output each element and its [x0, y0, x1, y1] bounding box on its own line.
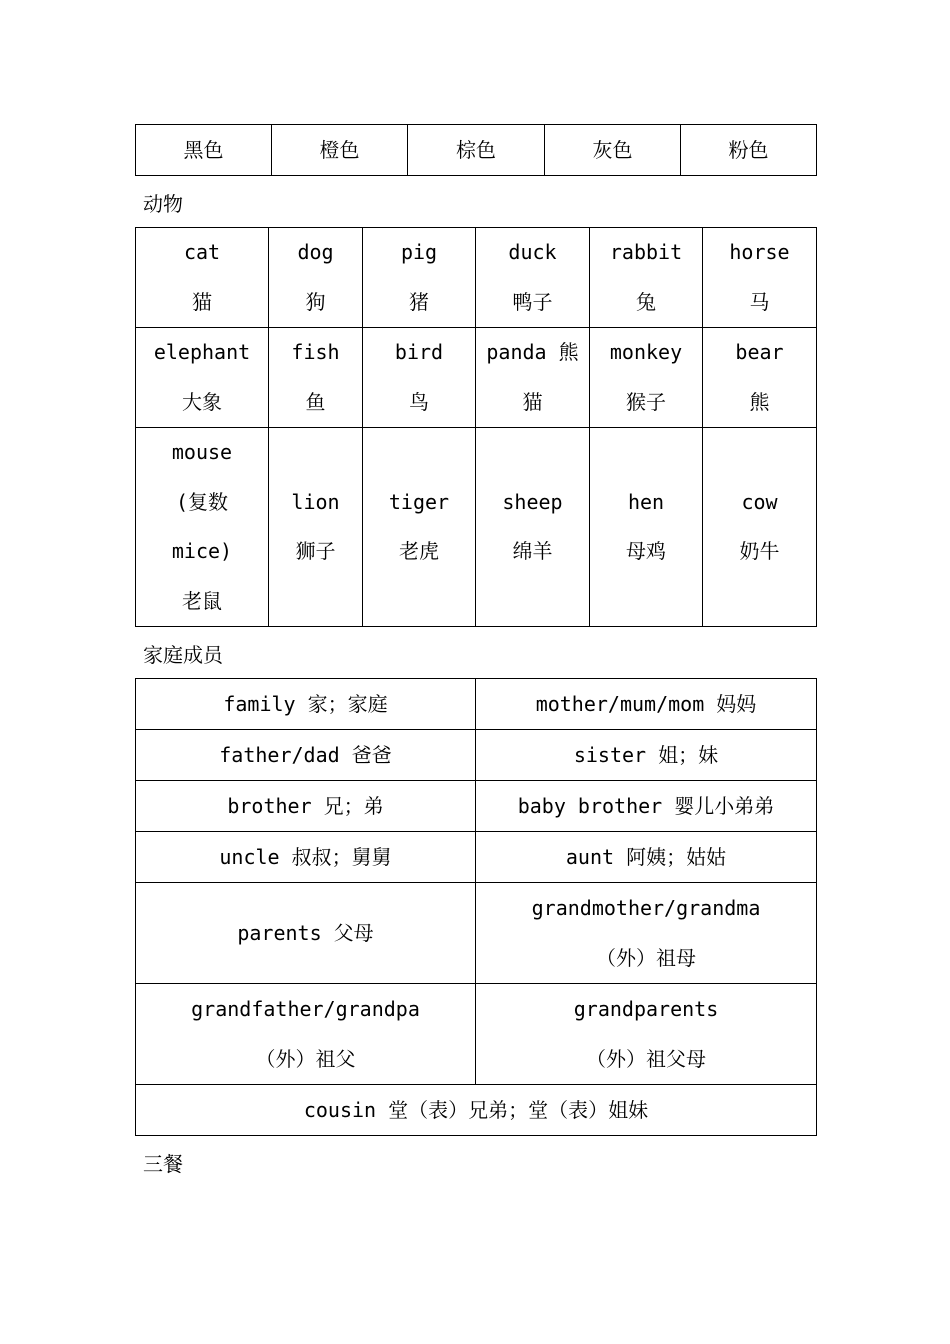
color-cell: 棕色 [408, 125, 545, 176]
family-row [136, 781, 817, 832]
animals-table [135, 227, 817, 627]
animal-cell: tiger 老虎 [363, 428, 476, 627]
family-cell: baby brother 婴儿小弟弟 [476, 781, 817, 832]
animal-cell: rabbit 兔 [590, 228, 703, 328]
animal-cell: bear 熊 [703, 328, 817, 428]
animals-row [136, 328, 817, 428]
family-cell: father/dad 爸爸 [136, 730, 476, 781]
family-table [135, 678, 817, 1136]
family-cell: uncle 叔叔；舅舅 [136, 832, 476, 883]
family-cell: family 家；家庭 [136, 679, 476, 730]
animal-cell: lion 狮子 [269, 428, 363, 627]
color-cell: 灰色 [545, 125, 681, 176]
family-cell: grandparents （外）祖父母 [476, 984, 817, 1085]
animal-cell: cow 奶牛 [703, 428, 817, 627]
animal-cell: cat 猫 [136, 228, 269, 328]
animals-heading: 动物 [143, 192, 183, 216]
family-row [136, 883, 817, 984]
family-row [136, 679, 817, 730]
animal-cell: horse 马 [703, 228, 817, 328]
color-cell: 橙色 [272, 125, 408, 176]
animal-cell: mouse (复数 mice) 老鼠 [136, 428, 269, 627]
family-row [136, 730, 817, 781]
animal-cell: panda 熊 猫 [476, 328, 590, 428]
family-cell: sister 姐；妹 [476, 730, 817, 781]
animal-cell: sheep 绵羊 [476, 428, 590, 627]
animal-cell: fish 鱼 [269, 328, 363, 428]
family-row [136, 832, 817, 883]
animal-cell: elephant 大象 [136, 328, 269, 428]
animal-cell: monkey 猴子 [590, 328, 703, 428]
family-cell: parents 父母 [136, 883, 476, 984]
colors-row [136, 125, 817, 176]
animals-row [136, 228, 817, 328]
cousin-cell: cousin 堂（表）兄弟；堂（表）姐妹 [136, 1085, 817, 1136]
animal-cell: hen 母鸡 [590, 428, 703, 627]
family-heading: 家庭成员 [143, 643, 223, 667]
family-row [136, 1085, 817, 1136]
animals-row [136, 428, 817, 627]
family-cell: grandfather/grandpa （外）祖父 [136, 984, 476, 1085]
family-cell: brother 兄；弟 [136, 781, 476, 832]
family-cell: mother/mum/mom 妈妈 [476, 679, 817, 730]
vocabulary-page [135, 124, 816, 1187]
animal-cell: dog 狗 [269, 228, 363, 328]
family-row [136, 984, 817, 1085]
animal-cell: bird 鸟 [363, 328, 476, 428]
color-cell: 黑色 [136, 125, 272, 176]
family-cell: grandmother/grandma （外）祖母 [476, 883, 817, 984]
animal-cell: duck 鸭子 [476, 228, 590, 328]
meals-heading: 三餐 [143, 1152, 183, 1176]
color-cell: 粉色 [681, 125, 817, 176]
colors-table [135, 124, 817, 176]
animal-cell: pig 猪 [363, 228, 476, 328]
family-cell: aunt 阿姨；姑姑 [476, 832, 817, 883]
